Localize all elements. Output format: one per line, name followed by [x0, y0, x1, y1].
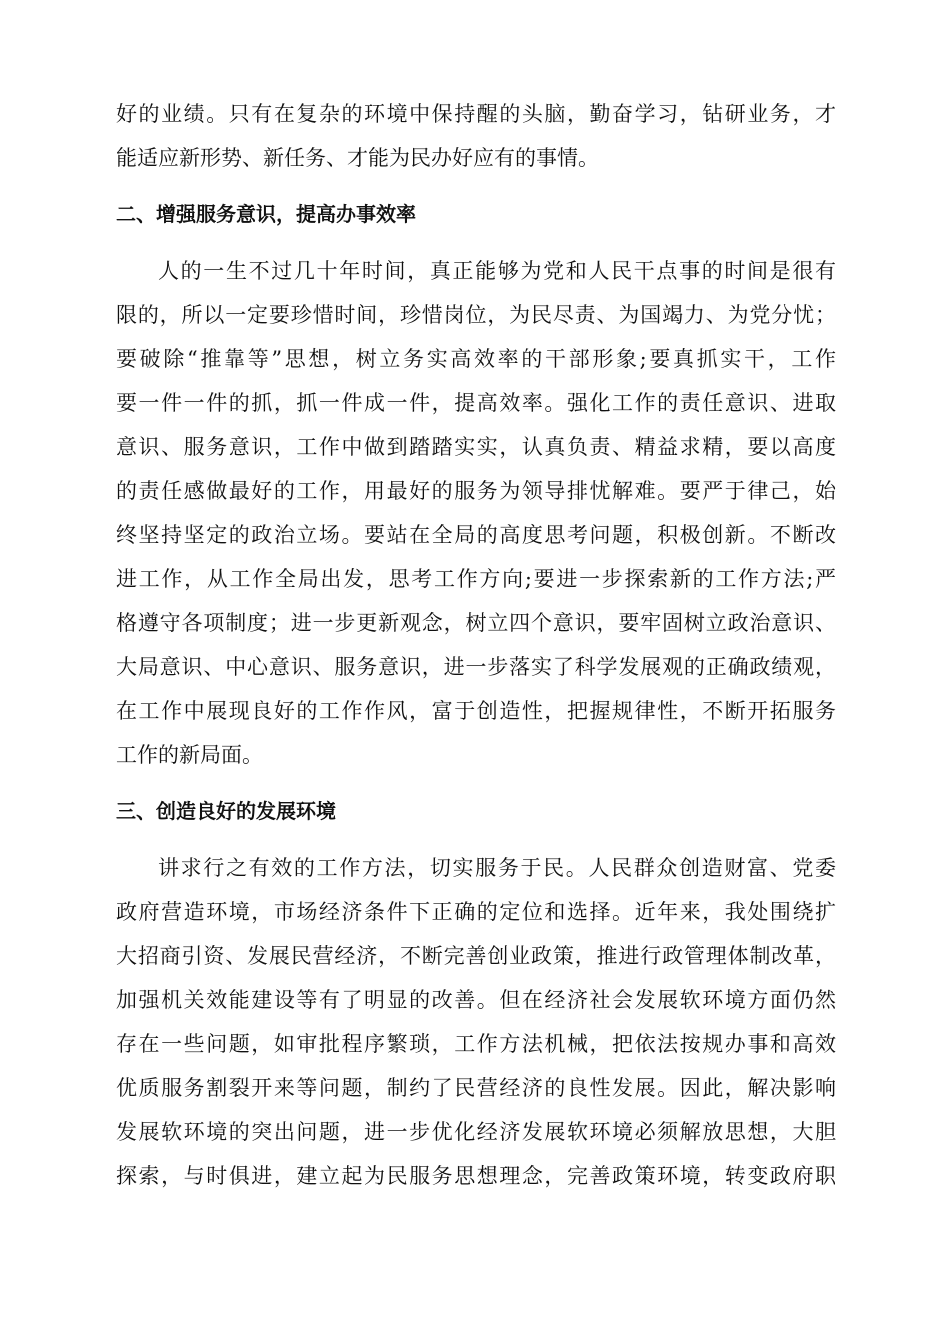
paragraph-line: 探索，与时俱进，建立起为民服务思想理念，完善政策环境，转变政府职	[116, 1164, 836, 1188]
paragraph-line: 存在一些问题，如审批程序繁琐，工作方法机械，把依法按规办事和高效	[116, 1032, 836, 1056]
paragraph-line: 工作的新局面。	[116, 743, 263, 767]
paragraph-line: 大局意识、中心意识、服务意识，进一步落实了科学发展观的正确政绩观，	[116, 655, 836, 679]
paragraph-line: 进工作，从工作全局出发，思考工作方向;要进一步探索新的工作方法;严	[116, 567, 836, 591]
paragraph-line: 终坚持坚定的政治立场。要站在全局的高度思考问题，积极创新。不断改	[116, 523, 836, 547]
section-heading-2: 二、增强服务意识，提高办事效率	[116, 202, 416, 226]
paragraph-line: 格遵守各项制度；进一步更新观念，树立四个意识，要牢固树立政治意识、	[116, 611, 836, 635]
paragraph-line: 发展软环境的突出问题，进一步优化经济发展软环境必须解放思想，大胆	[116, 1120, 836, 1144]
paragraph-line: 加强机关效能建设等有了明显的改善。但在经济社会发展软环境方面仍然	[116, 988, 836, 1012]
paragraph-line: 限的，所以一定要珍惜时间，珍惜岗位，为民尽责、为国竭力、为党分忧；	[116, 303, 836, 327]
paragraph-line: 政府营造环境，市场经济条件下正确的定位和选择。近年来，我处围绕扩	[116, 900, 836, 924]
paragraph-line: 要一件一件的抓，抓一件成一件，提高效率。强化工作的责任意识、进取	[116, 391, 836, 415]
paragraph-line: 的责任感做最好的工作，用最好的服务为领导排忧解难。要严于律己，始	[116, 479, 836, 503]
paragraph-line: 能适应新形势、新任务、才能为民办好应有的事情。	[116, 146, 599, 170]
paragraph-line: 好的业绩。只有在复杂的环境中保持醒的头脑，勤奋学习，钻研业务，才	[116, 102, 836, 126]
paragraph-line: 要破除“推靠等”思想，树立务实高效率的干部形象;要真抓实干，工作	[116, 347, 836, 371]
paragraph-line: 在工作中展现良好的工作作风，富于创造性，把握规律性，不断开拓服务	[116, 699, 836, 723]
section-heading-3: 三、创造良好的发展环境	[116, 799, 336, 823]
paragraph-line: 意识、服务意识，工作中做到踏踏实实，认真负责、精益求精，要以高度	[116, 435, 836, 459]
paragraph-line: 优质服务割裂开来等问题，制约了民营经济的良性发展。因此，解决影响	[116, 1076, 836, 1100]
paragraph-line: 讲求行之有效的工作方法，切实服务于民。人民群众创造财富、党委	[158, 856, 836, 880]
paragraph-line: 人的一生不过几十年时间，真正能够为党和人民干点事的时间是很有	[158, 259, 836, 283]
paragraph-line: 大招商引资、发展民营经济，不断完善创业政策，推进行政管理体制改革，	[116, 944, 836, 968]
